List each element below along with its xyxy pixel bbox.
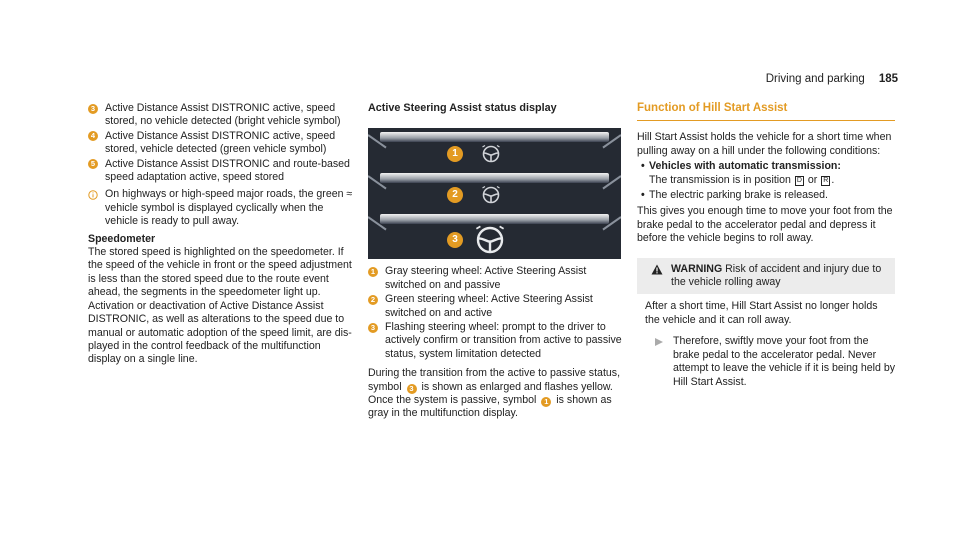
- warning-action: [637, 335, 895, 389]
- bullet-icon: •: [641, 160, 645, 173]
- warning-label: WARNING: [671, 262, 723, 275]
- display-badge: 2: [447, 187, 463, 203]
- transition-text: is shown as gray in the multifunction display.: [368, 394, 612, 420]
- list-item-text: Flashing steering wheel: prompt to the driver to actively confirm or transition from active to passive status, system limitation detected: [385, 321, 622, 360]
- bullet-text: The electric parking brake is released.: [649, 189, 829, 202]
- display-row: [368, 132, 621, 173]
- callout-badge: 3: [407, 384, 417, 394]
- column-right: [637, 102, 895, 389]
- page-header: [766, 73, 898, 85]
- bullet-text-part: .: [831, 173, 835, 186]
- info-icon: [88, 190, 98, 200]
- bullet-text-part: or: [807, 173, 818, 186]
- note: [88, 188, 356, 228]
- gear-d-icon: D: [796, 176, 802, 184]
- section-title: Driving and parking: [765, 73, 865, 85]
- list-item-text: Active Distance Assist DISTRONIC active, speed stored, no vehicle detected (bright vehicle symbol): [105, 102, 341, 128]
- display-badge: 3: [447, 232, 463, 248]
- speedometer-heading: Speedometer: [88, 232, 156, 245]
- warning-box: [637, 258, 895, 389]
- callout-badge: 5: [88, 159, 98, 169]
- list-item: [368, 265, 624, 292]
- display-row: [368, 173, 621, 214]
- transition-paragraph: [368, 367, 624, 421]
- list-item-text: Gray steering wheel: Active Steering Assist switched on and passive: [385, 265, 587, 291]
- callout-badge: 2: [368, 295, 378, 305]
- steering-wheel-icon: [481, 185, 501, 205]
- warning-title: Risk of accident and injury due to the vehicle rolling away: [671, 262, 882, 289]
- warning-triangle-icon: [651, 264, 663, 275]
- page-number: 185: [878, 73, 898, 85]
- column-left: [88, 102, 356, 367]
- warning-body: After a short time, Hill Start Assist no longer holds the vehicle and it can roll away.: [645, 300, 878, 326]
- transition-text: During the transition from the active to passive status, symbol: [368, 367, 621, 393]
- list-item: [641, 160, 895, 187]
- section-title-hill-start: Function of Hill Start Assist: [637, 102, 895, 121]
- bullet-text: [649, 174, 841, 187]
- callout-badge: 4: [88, 131, 98, 141]
- warning-header: [637, 258, 895, 295]
- bullet-icon: •: [641, 189, 645, 202]
- display-badge: 1: [447, 146, 463, 162]
- warning-action-text: Therefore, swiftly move your foot from the brake pedal to the accelerator pedal. Never attempt to leave the vehicle if it is being held by Hill Start Assist.: [673, 335, 896, 388]
- bullet-title: Vehicles with automatic transmission:: [649, 160, 841, 173]
- speedometer-text: The stored speed is highlighted on the speedometer. If the speed of the vehicle in front or the speed adjustment is less than the stored speed due to the route event ahead, the segments in the speedometer light up. Activation or deactivation of Active Distance Assist DISTRONIC, as well as alterations to the speed due to manual or automatic adoption of the speed limit, are displayed in the control feedback of the multifunction display on a single line.: [88, 246, 352, 366]
- callout-badge: 1: [541, 397, 551, 407]
- list-item: [88, 158, 356, 185]
- intro-text: Hill Start Assist holds the vehicle for a short time when pulling away on a hill under the following conditions:: [637, 131, 892, 157]
- list-item-text: Active Distance Assist DISTRONIC and route-based speed adaptation active, speed stored: [105, 157, 350, 184]
- section-heading: Active Steering Assist status display: [368, 102, 557, 114]
- note-text: On highways or high-speed major roads, the green ≈ vehicle symbol is displayed cyclically when the vehicle is ready to pull away.: [105, 188, 353, 228]
- arrow-right-icon: [655, 338, 663, 346]
- status-display-image: [368, 128, 621, 259]
- callout-badge: 3: [368, 323, 378, 333]
- list-item-text: Active Distance Assist DISTRONIC active, speed stored, vehicle detected (green vehicle symbol): [105, 129, 336, 156]
- transition-text: is shown as enlarged and flashes yellow. Once the system is passive, symbol: [368, 380, 613, 407]
- body-text: This gives you enough time to move your foot from the brake pedal to the accelerator pedal and depress it before the vehicle begins to roll away.: [637, 205, 893, 245]
- callout-badge: 3: [88, 104, 98, 114]
- column-middle: [368, 102, 624, 421]
- callout-badge: 1: [368, 267, 378, 277]
- steering-wheel-icon: [474, 224, 506, 256]
- gear-r-icon: R: [823, 176, 829, 184]
- bullet-text-part: The transmission is in position: [649, 173, 791, 186]
- list-item: [368, 293, 624, 320]
- list-item: [88, 102, 356, 129]
- display-row: [368, 214, 621, 259]
- list-item: [88, 130, 356, 157]
- list-item: [641, 189, 895, 202]
- list-item: [368, 321, 624, 361]
- list-item-text: Green steering wheel: Active Steering Assist switched on and active: [385, 293, 593, 319]
- steering-wheel-icon: [481, 144, 501, 164]
